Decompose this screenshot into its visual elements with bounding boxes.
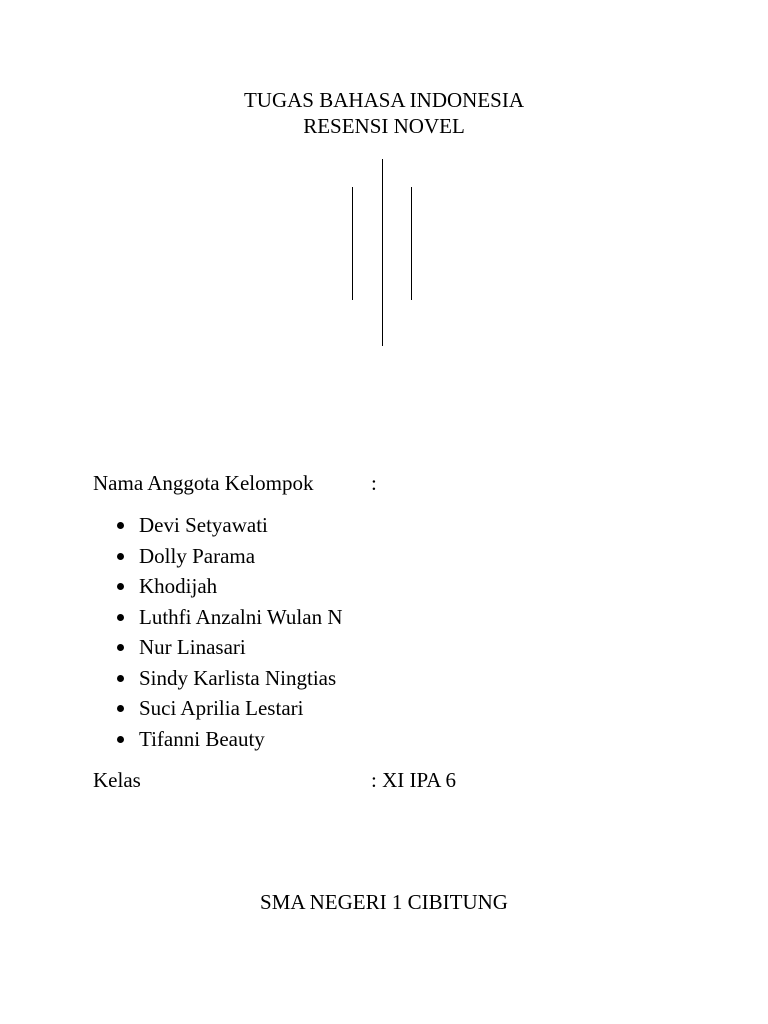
member-name: Luthfi Anzalni Wulan N: [139, 604, 343, 629]
member-name: Khodijah: [139, 574, 218, 598]
class-label: Kelas: [93, 768, 141, 792]
decorative-line-left: [352, 187, 353, 300]
bullet-icon: [117, 583, 124, 590]
bullet-icon: [117, 522, 124, 529]
bullet-icon: [117, 614, 124, 621]
member-name: Tifanni Beauty: [139, 726, 265, 751]
school-name: SMA NEGERI 1 CIBITUNG: [260, 890, 508, 914]
member-name: Nur Linasari: [139, 635, 246, 659]
members-separator: :: [371, 471, 377, 495]
member-name: Devi Setyawati: [139, 513, 268, 537]
bullet-icon: [117, 705, 124, 712]
bullet-icon: [117, 644, 124, 651]
bullet-icon: [117, 736, 124, 743]
decorative-line-center: [382, 159, 383, 346]
members-label: Nama Anggota Kelompok: [93, 471, 314, 495]
member-name: Sindy Karlista Ningtias: [139, 665, 337, 690]
bullet-icon: [117, 675, 124, 682]
bullet-icon: [117, 553, 124, 560]
document-subtitle: RESENSI NOVEL: [303, 114, 465, 138]
class-value: : XI IPA 6: [371, 768, 456, 792]
member-name: Suci Aprilia Lestari: [139, 696, 304, 720]
decorative-line-right: [411, 187, 412, 300]
document-title: TUGAS BAHASA INDONESIA: [243, 88, 524, 112]
member-name: Dolly Parama: [139, 543, 256, 568]
